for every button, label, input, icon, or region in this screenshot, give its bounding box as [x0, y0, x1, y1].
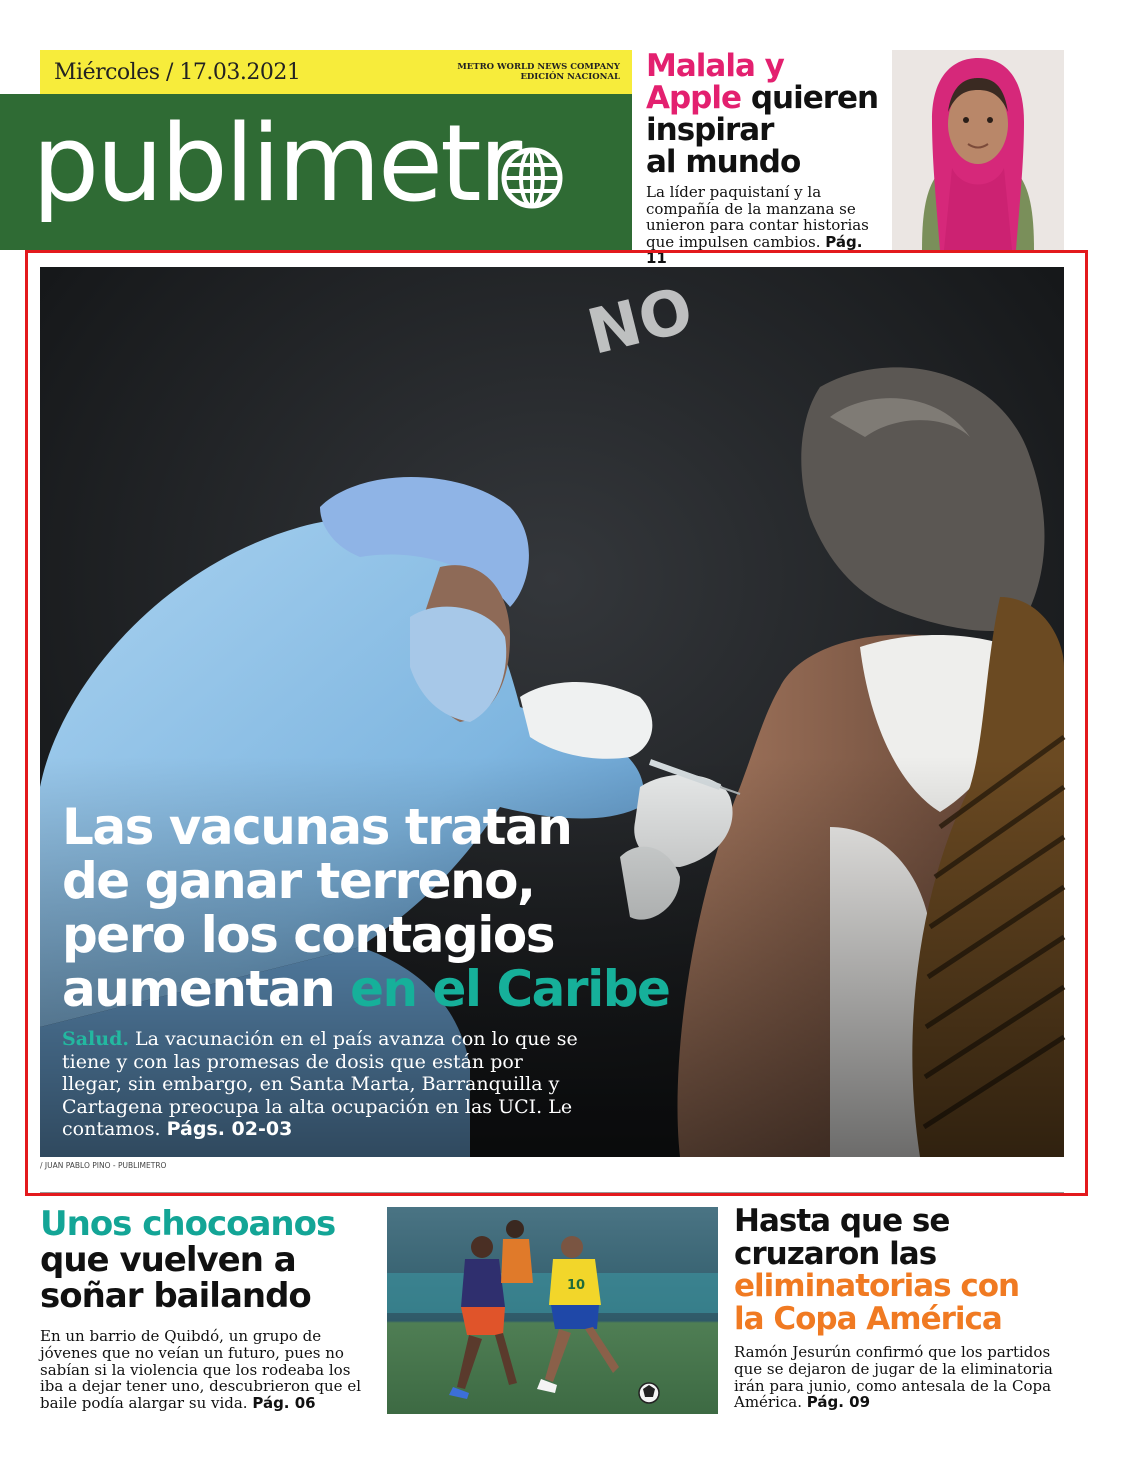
main-headline-highlight: en el Caribe — [350, 960, 670, 1018]
chocoanos-headline-line: Unos chocoanos — [40, 1204, 336, 1244]
issue-date: Miércoles / 17.03.2021 — [54, 60, 301, 85]
chocoanos-headline-line: soñar bailando — [40, 1276, 311, 1316]
photo-credit: / JUAN PABLO PINO - PUBLIMETRO — [40, 1161, 167, 1170]
masthead-logo[interactable]: publimetr — [32, 102, 520, 225]
malala-summary-text: La líder paquistaní y la compañía de la manzana se unieron para contar historias que impulsen cambios. — [646, 183, 869, 251]
section-kicker: Salud. — [62, 1028, 129, 1050]
malala-headline-part: Apple — [646, 80, 742, 116]
malala-headline-part: Malala y — [646, 48, 784, 84]
malala-headline-part: inspirar — [646, 112, 774, 148]
malala-headline-part: al mundo — [646, 144, 801, 180]
copa-headline-line: Hasta que se — [734, 1203, 950, 1239]
highlight-frame — [25, 250, 1088, 1196]
chocoanos-headline-line: que vuelven a — [40, 1240, 296, 1280]
soccer-illustration — [387, 1207, 718, 1414]
chocoanos-summary — [40, 1328, 375, 1412]
chocoanos-summary-text: En un barrio de Quibdó, un grupo de jóvenes que no veían un futuro, pues no sabían si la violencia que los rodeaba los iba a dejar tener uno, descubrieron que el baile podía alargar su vida. — [40, 1327, 361, 1413]
main-headline-line: de ganar terreno, — [62, 852, 535, 910]
copa-page-ref[interactable]: Pág. 09 — [806, 1393, 871, 1412]
portrait-illustration — [892, 50, 1064, 250]
malala-summary — [646, 183, 882, 267]
company-info — [457, 62, 620, 82]
company-name: METRO WORLD NEWS COMPANY — [457, 62, 620, 72]
jersey-number: 10 — [567, 1278, 586, 1293]
main-page-ref[interactable]: Págs. 02-03 — [166, 1118, 293, 1140]
malala-page-ref[interactable]: Pág. 11 — [646, 232, 863, 267]
date-strip — [40, 50, 632, 94]
copa-summary-text: Ramón Jesurún confirmó que los partidos que se dejaron de jugar de la eliminatoria irán para junio, como antesala de la Copa América. — [734, 1343, 1053, 1412]
copa-summary — [734, 1344, 1064, 1411]
soccer-photo — [387, 1207, 718, 1414]
copa-headline[interactable] — [734, 1205, 1064, 1335]
copa-headline-line: eliminatorias con — [734, 1268, 1020, 1304]
main-headline-line: aumentan — [62, 960, 335, 1018]
chocoanos-headline[interactable] — [40, 1206, 380, 1314]
malala-portrait — [892, 50, 1064, 250]
copa-headline-line: cruzaron las — [734, 1235, 937, 1272]
globe-icon — [500, 146, 564, 210]
copa-headline-line: la Copa América — [734, 1300, 1002, 1337]
main-headline-line: Las vacunas tratan — [62, 798, 572, 856]
main-headline-line: pero los contagios — [62, 906, 555, 964]
chocoanos-page-ref[interactable]: Pág. 06 — [252, 1394, 316, 1413]
edition-label: EDICIÓN NACIONAL — [520, 72, 620, 82]
standfirst-text: La vacunación en el país avanza con lo que se tiene y con las promesas de dosis que están por llegar, sin embargo, en Santa Marta, Barranquilla y Cartagena preocupa la alta ocupación en las UCI. Le contamos. — [62, 1028, 578, 1140]
malala-headline[interactable] — [646, 50, 886, 178]
malala-headline-part: quieren — [741, 80, 879, 116]
